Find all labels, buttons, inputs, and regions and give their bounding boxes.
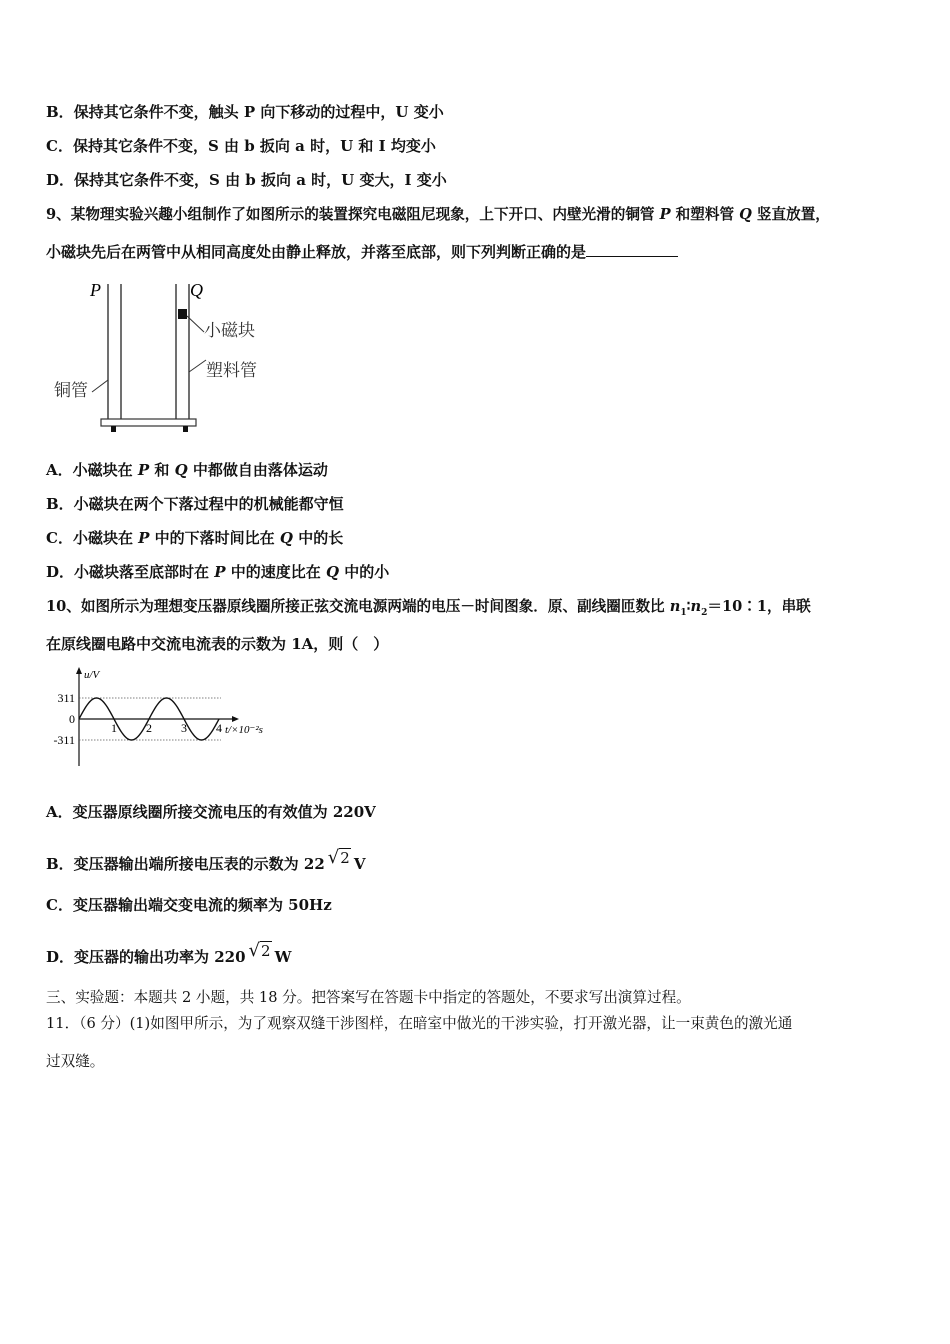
q9-opt-d-P: P [214,563,226,581]
figure-label-P: P [90,280,101,300]
q10-option-a: A．变压器原线圈所接交流电压的有效值为 220V [46,803,376,821]
q10-stem-line1 [46,597,811,623]
q10-opt-b-unit: V [353,855,366,873]
q9-stem-line2 [46,242,678,262]
q9-option-b: B．小磁块在两个下落过程中的机械能都守恒 [46,495,344,513]
figure-label-copper: 铜管 [54,381,88,400]
q9-stem-P: P [659,206,671,223]
q9-opt-a-1: A．小磁块在 [46,461,138,479]
base-board [101,419,196,426]
x-tick-label: 3 [181,721,187,735]
small-magnet [178,309,187,319]
q9-opt-c-1: C．小磁块在 [46,529,139,547]
q9-opt-a-2: 和 [149,461,175,479]
q9-option-c [46,528,343,548]
q10-opt-d-pre: D．变压器的输出功率为 220 [46,948,246,966]
q10-n2-sub: 2 [701,607,708,618]
y-axis-arrow [76,667,82,674]
y-axis-label: u/V [84,669,100,681]
sqrt-2 [249,941,272,961]
q10-opt-b-pre: B．变压器输出端所接电压表的示数为 22 [46,855,325,873]
q9-opt-c-3: 中的长 [292,529,344,547]
q9-tube-figure [44,272,274,440]
q9-opt-a-Q: Q [174,461,188,479]
q10-opt-d-unit: W [274,948,292,966]
sqrt-radical: √ [327,847,340,868]
section3-heading: 三、实验题：本题共 2 小题，共 18 分。把答案写在答题卡中指定的答题处，不要求写出演算过程。 [46,989,691,1006]
q10-stem-pre: 10、如图所示为理想变压器原线圈所接正弦交流电源两端的电压－时间图象．原、副线圈匝数比 [46,598,670,615]
figure-label-plastic: 塑料管 [206,361,257,380]
q10-stem-line2: 在原线圈电路中交流电流表的示数为 1A，则（ ） [46,635,389,653]
q8-option-c: C．保持其它条件不变，S 由 b 扳向 a 时，U 和 I 均变小 [46,137,436,155]
sqrt-value: 2 [261,942,271,960]
sqrt-radical: √ [248,940,261,961]
figure-label-Q: Q [190,280,203,300]
y-tick-label: 0 [69,712,75,726]
q10-option-b [46,848,365,872]
q10-option-c: C．变压器输出端交变电流的频率为 50Hz [46,896,332,914]
q10-n2: n [690,598,702,615]
q9-stem-line1 [46,205,830,225]
q9-stem-Q: Q [739,206,752,223]
x-axis-arrow [232,716,239,722]
q10-n1-sub: 1 [680,607,687,618]
q9-option-a [46,460,328,480]
x-tick-label: 1 [111,721,117,735]
sqrt-2 [328,848,351,868]
q9-opt-a-3: 中都做自由落体运动 [187,461,328,479]
q9-stem-post: 竖直放置， [751,206,830,223]
answer-blank[interactable] [586,242,678,257]
q10-colon: ∶ [686,598,691,615]
q9-opt-d-Q: Q [325,563,340,581]
figure-label-magnet: 小磁块 [204,321,255,340]
q9-stem-pre: 9、某物理实验兴趣小组制作了如图所示的装置探究电磁阻尼现象，上下开口、内壁光滑的铜管 [46,206,660,223]
q9-opt-c-2: 中的下落时间比在 [149,529,280,547]
q10-n1: n [669,598,681,615]
base-foot-left [111,426,116,432]
q11-line1: 11．（6 分）(1)如图甲所示，为了观察双缝干涉图样，在暗室中做光的干涉实验，打开激光器，让一束黄色的激光通 [46,1015,793,1032]
q8-option-d: D．保持其它条件不变，S 由 b 扳向 a 时，U 变大，I 变小 [46,171,447,189]
q9-stem-mid: 和塑料管 [670,206,740,223]
x-axis-label: t/×10⁻²s [225,724,263,736]
q11-line2: 过双缝。 [46,1053,105,1070]
q9-stem-text2: 小磁块先后在两管中从相同高度处由静止释放，并落至底部，则下列判断正确的是 [46,243,587,261]
x-tick-label: 2 [146,721,152,735]
q9-opt-d-2: 中的速度比在 [225,563,326,581]
q10-option-d [46,941,291,965]
x-tick-label: 4 [216,721,222,735]
q9-option-d [46,562,389,582]
sqrt-value: 2 [340,849,350,867]
y-tick-label: 311 [57,691,75,705]
voltage-time-chart [44,664,274,770]
q10-stem-post: ＝10∶1，串联 [707,598,811,615]
y-tick-label: -311 [53,733,75,747]
q8-option-b: B．保持其它条件不变，触头 P 向下移动的过程中，U 变小 [46,103,444,121]
q9-opt-c-Q: Q [279,529,293,547]
q9-opt-c-P: P [138,529,150,547]
q9-opt-a-P: P [137,461,150,479]
q9-opt-d-1: D．小磁块落至底部时在 [46,563,215,581]
q9-opt-d-3: 中的小 [339,563,390,581]
base-foot-right [183,426,188,432]
